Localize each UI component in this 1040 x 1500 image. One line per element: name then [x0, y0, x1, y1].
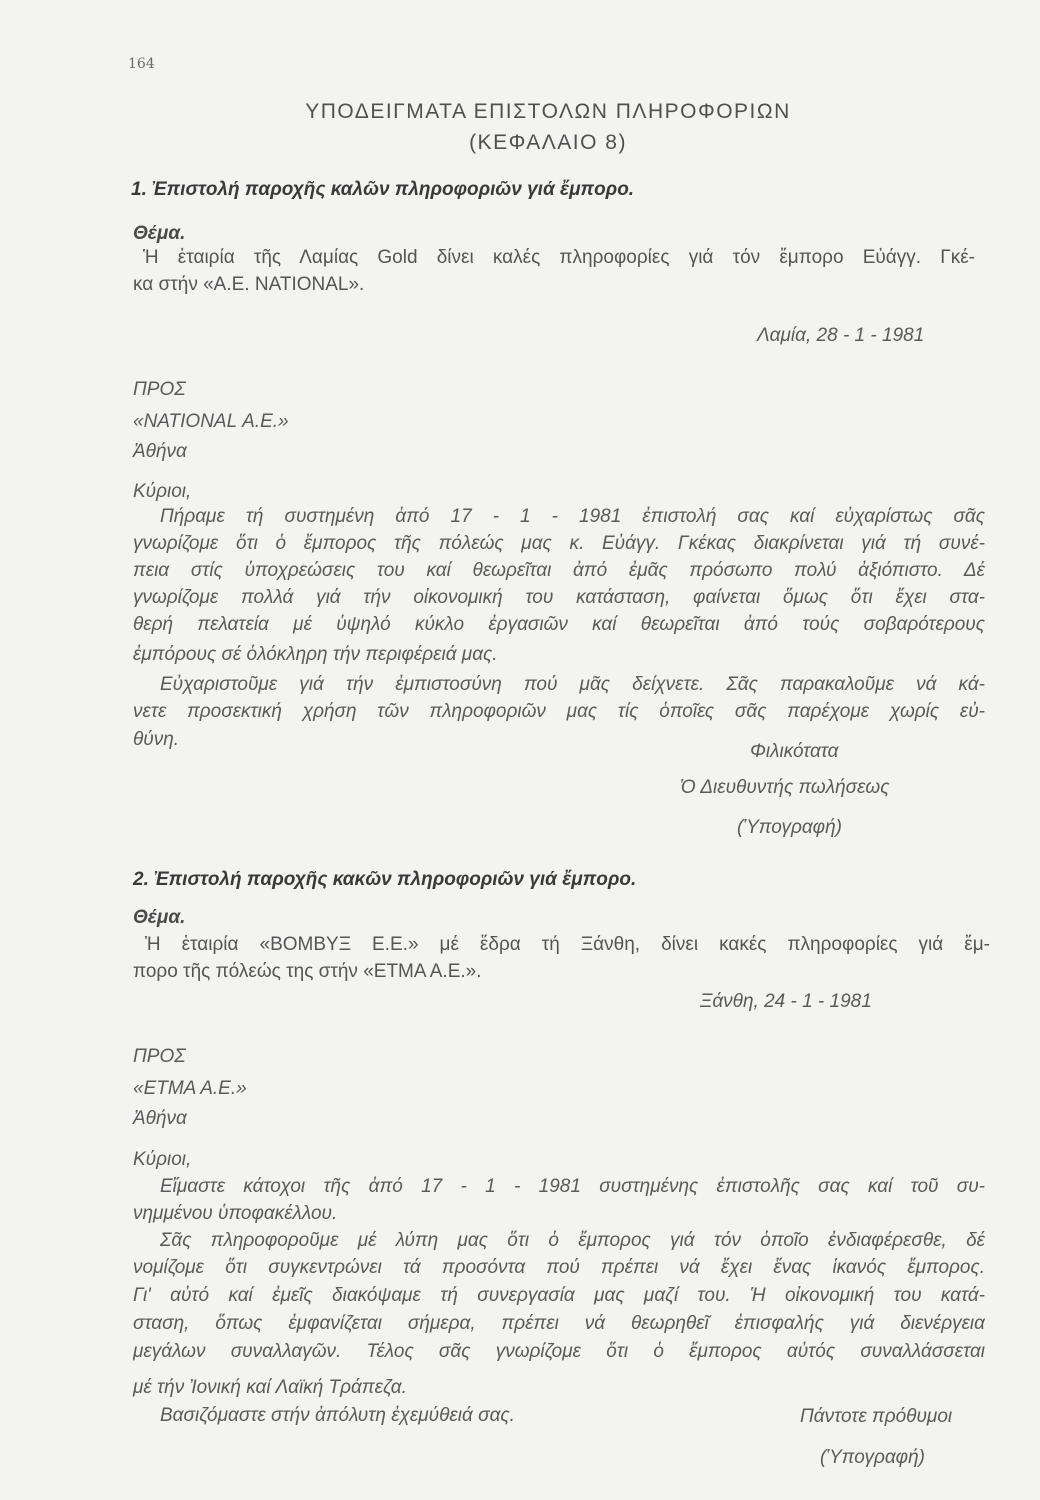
- subject-line: Ἡ ἑταιρία τῆς Λαμίας Gold δίνει καλές πληροφορίες γιά τόν ἔμπορο Εὐάγγ. Γκέ-: [143, 247, 975, 268]
- signature-placeholder: (Ὑπογραφή): [820, 1447, 925, 1468]
- subject-label: Θέμα.: [133, 907, 186, 928]
- recipient-line: «ΕΤΜΑ Α.Ε.»: [133, 1078, 247, 1099]
- letter-body-line: θύνη.: [133, 729, 180, 750]
- letter-body-line: νημμένου ὑποφακέλλου.: [133, 1203, 338, 1224]
- letter-body-line: μέ τήν Ἰονική καί Λαϊκή Τράπεζα.: [133, 1377, 407, 1398]
- letter-body-line: νομίζομε ὅτι συγκεντρώνει τά προσόντα πού πρέπει νά ἔχει ἕνας ἱκανός ἔμπορος.: [133, 1257, 985, 1278]
- salutation: Κύριοι,: [133, 481, 192, 502]
- letter-body-line: Εἴμαστε κάτοχοι τῆς ἀπό 17 - 1 - 1981 συστημένης ἐπιστολῆς σας καί τοῦ συ-: [160, 1176, 985, 1197]
- signer-title: Ὁ Διευθυντής πωλήσεως: [680, 777, 890, 798]
- salutation: Κύριοι,: [133, 1149, 192, 1170]
- recipient-line: «NATIONAL Α.Ε.»: [133, 411, 289, 432]
- letter-body-line: Εὐχαριστοῦμε γιά τήν ἐμπιστοσύνη πού μᾶς δείχνετε. Σᾶς παρακαλοῦμε νά κά-: [160, 674, 985, 695]
- letter-body-line: πεια στίς ὑποχρεώσεις του καί θεωρεῖται ἀπό ἐμᾶς πρόσωπο πολύ ἀξιόπιστο. Δέ: [133, 560, 985, 581]
- letter-body-line: Πήραμε τή συστημένη ἀπό 17 - 1 - 1981 ἐπιστολή σας καί εὐχαρίστως σᾶς: [160, 506, 985, 527]
- letter-body-line: μεγάλων συναλλαγῶν. Τέλος σᾶς γνωρίζομε ὅτι ὁ ἔμπορος αὐτός συναλλάσσεται: [133, 1341, 985, 1362]
- recipient-line: Ἀθήνα: [133, 1108, 187, 1129]
- closing: Πάντοτε πρόθυμοι: [800, 1406, 953, 1427]
- recipient-line: ΠΡΟΣ: [133, 1046, 186, 1067]
- subject-line: κα στήν «Α.Ε. NATIONAL».: [133, 274, 365, 295]
- closing: Φιλικότατα: [750, 741, 839, 762]
- letter-body-line: γνωρίζομε ὅτι ὁ ἔμπορος τῆς πόλεώς μας κ. Εὐάγγ. Γκέκας διακρίνεται γιά τή συνέ-: [133, 533, 985, 554]
- signature-placeholder: (Ὑπογραφή): [737, 817, 842, 838]
- letter-body-line: Σᾶς πληροφοροῦμε μέ λύπη μας ὅτι ὁ ἔμπορος γιά τόν ὁποῖο ἐνδιαφέρεσθε, δέ: [160, 1230, 985, 1251]
- place-date: Λαμία, 28 - 1 - 1981: [757, 325, 925, 346]
- letter-body-line: γνωρίζομε πολλά γιά τήν οἰκονομική του κατάσταση, φαίνεται ὅμως ὅτι ἔχει στα-: [133, 587, 985, 608]
- recipient-line: ΠΡΟΣ: [133, 379, 186, 400]
- subject-label: Θέμα.: [133, 223, 186, 244]
- page-title: ΥΠΟΔΕΙΓΜΑΤΑ ΕΠΙΣΤΟΛΩΝ ΠΛΗΡΟΦΟΡΙΩΝ: [305, 100, 791, 123]
- letter-heading: 2. Ἐπιστολή παροχῆς κακῶν πληροφοριῶν γιά ἔμπορο.: [133, 869, 637, 890]
- letter-body-line: θερή πελατεία μέ ὑψηλό κύκλο ἐργασιῶν καί θεωρεῖται ἀπό τούς σοβαρότερους: [133, 614, 985, 635]
- subject-line: πορο τῆς πόλεώς της στήν «ΕΤΜΑ Α.Ε.».: [133, 961, 482, 982]
- place-date: Ξάνθη, 24 - 1 - 1981: [700, 991, 872, 1012]
- chapter-reference: (ΚΕΦΑΛΑΙΟ 8): [469, 131, 627, 154]
- letter-body-line: σταση, ὅπως ἐμφανίζεται σήμερα, πρέπει νά θεωρηθεῖ ἐπισφαλής γιά διενέργεια: [133, 1313, 985, 1334]
- page-number: 164: [128, 56, 155, 72]
- letter-heading: 1. Ἐπιστολή παροχῆς καλῶν πληροφοριῶν γιά ἔμπορο.: [131, 179, 635, 200]
- recipient-line: Ἀθήνα: [133, 441, 187, 462]
- letter-body-line: Βασιζόμαστε στήν ἀπόλυτη ἐχεμύθειά σας.: [160, 1405, 515, 1426]
- letter-body-line: Γι' αὐτό καί ἐμεῖς διακόψαμε τή συνεργασία μας μαζί του. Ἡ οἰκονομική του κατά-: [133, 1285, 985, 1306]
- letter-body-line: ἐμπόρους σέ ὁλόκληρη τήν περιφέρειά μας.: [133, 644, 498, 665]
- letter-body-line: νετε προσεκτική χρήση τῶν πληροφοριῶν μας τίς ὁποῖες σᾶς παρέχομε χωρίς εὐ-: [133, 701, 985, 722]
- subject-line: Ἡ ἑταιρία «ΒΟΜΒΥΞ Ε.Ε.» μέ ἕδρα τή Ξάνθη, δίνει κακές πληροφορίες γιά ἔμ-: [145, 934, 990, 955]
